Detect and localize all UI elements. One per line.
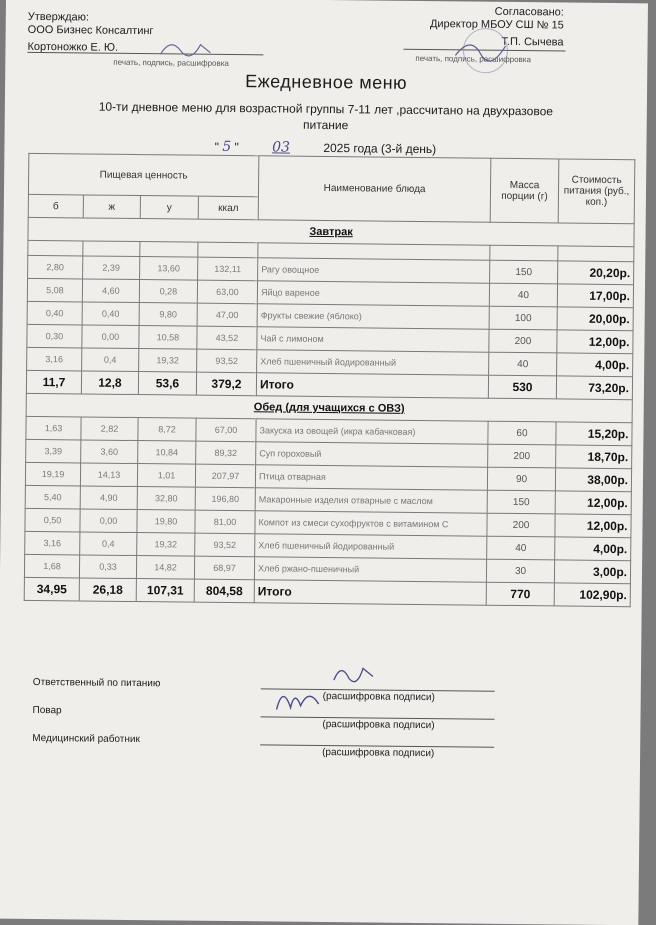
cell-u: 14,82 [136, 556, 194, 580]
signature-role: Ответственный по питанию [32, 676, 161, 690]
agree-label: Согласовано: [494, 5, 564, 19]
cell-u: 19,80 [137, 510, 195, 534]
approve-signature-icon [155, 32, 215, 63]
date-month: 03 [272, 139, 291, 156]
approve-label: Утверждаю: [27, 10, 90, 24]
cell-dish-name: Хлеб пшеничный йодированный [255, 534, 487, 559]
cell-kcal: 47,00 [197, 303, 257, 327]
agree-org: Директор МБОУ СШ № 15 [429, 18, 564, 32]
cell-cost: 38,00р. [555, 468, 631, 492]
cell-b: 34,95 [24, 577, 79, 601]
empty-cell [140, 242, 198, 258]
header-nutrition: Пищевая ценность [28, 153, 258, 196]
cell-dish-name: Итого [254, 580, 486, 605]
header-cost: Стоимость питания (руб., коп.) [558, 159, 635, 224]
cell-u: 10,84 [138, 441, 196, 465]
date-rest: 2025 года (3-й день) [323, 140, 437, 157]
approve-block [27, 11, 153, 55]
signature-scribble-icon [329, 660, 379, 691]
empty-cell [490, 245, 558, 261]
cell-dish-name: Суп гороховый [256, 442, 488, 467]
cell-u: 0,28 [139, 280, 197, 304]
cell-u: 1,01 [137, 464, 195, 488]
cell-zh: 26,18 [79, 578, 136, 602]
cell-zh: 12,8 [81, 371, 138, 395]
cell-b: 2,80 [28, 255, 83, 279]
cell-cost: 4,00р. [557, 353, 633, 377]
cell-b: 19,19 [25, 462, 80, 486]
cell-mass: 90 [487, 467, 555, 491]
cell-zh: 3,60 [81, 440, 138, 464]
cell-mass: 150 [490, 260, 558, 284]
signature-caption: (расшифровка подписи) [322, 746, 435, 760]
cell-mass: 40 [489, 352, 557, 376]
cell-dish-name: Компот из смеси сухофруктов с витамином С [255, 511, 487, 536]
cell-kcal: 93,52 [197, 349, 257, 373]
signature-caption: (расшифровка подписи) [322, 718, 435, 732]
cell-u: 32,80 [137, 487, 195, 511]
header-zh: ж [83, 195, 140, 219]
empty-cell [558, 246, 634, 262]
agree-person: Т.П. Сычева [501, 35, 564, 49]
cell-dish-name: Яйцо вареное [257, 281, 489, 306]
cell-cost: 20,00р. [557, 307, 633, 331]
cell-u: 107,31 [136, 579, 194, 603]
cell-mass: 30 [486, 559, 554, 583]
cell-u: 19,32 [139, 349, 197, 373]
cell-u: 10,58 [139, 326, 197, 350]
cell-dish-name: Хлеб ржано-пшеничный [254, 557, 486, 582]
cell-kcal: 93,52 [195, 533, 255, 557]
cell-b: 11,7 [26, 370, 81, 394]
cell-dish-name: Чай с лимоном [257, 327, 489, 352]
cell-kcal: 67,00 [196, 418, 256, 442]
cell-b: 0,30 [27, 324, 82, 348]
cell-dish-name: Рагу овощное [258, 258, 490, 283]
date-day: 5 [222, 138, 232, 156]
cell-b: 3,16 [27, 347, 82, 371]
cell-cost: 73,20р. [556, 376, 632, 400]
cell-dish-name: Закуска из овощей (икра кабачковая) [256, 419, 488, 444]
cell-u: 53,6 [138, 372, 196, 396]
cell-kcal: 132,11 [198, 257, 258, 281]
cell-b: 0,50 [25, 508, 80, 532]
cell-cost: 102,90р. [554, 583, 630, 607]
cell-mass: 770 [486, 582, 554, 606]
signature-role: Медицинский работник [32, 732, 140, 746]
cell-b: 0,40 [27, 301, 82, 325]
cell-u: 19,32 [137, 533, 195, 557]
cell-zh: 2,82 [81, 417, 138, 441]
cell-dish-name: Хлеб пшеничный йодированный [257, 350, 489, 375]
cell-zh: 4,90 [80, 486, 137, 510]
menu-table [24, 153, 636, 607]
cell-kcal: 196,80 [195, 487, 255, 511]
cell-u: 13,60 [140, 257, 198, 281]
cell-kcal: 63,00 [197, 280, 257, 304]
cell-kcal: 804,58 [194, 579, 254, 603]
cell-mass: 150 [487, 490, 555, 514]
date-open-quote: " [214, 139, 220, 154]
cell-kcal: 43,52 [197, 326, 257, 350]
cell-cost: 17,00р. [557, 284, 633, 308]
cell-cost: 20,20р. [558, 261, 634, 285]
cell-zh: 0,4 [80, 532, 137, 556]
header-u: у [140, 196, 198, 220]
cell-b: 5,08 [27, 278, 82, 302]
cell-zh: 0,40 [82, 302, 139, 326]
cell-cost: 12,00р. [555, 514, 631, 538]
cell-dish-name: Фрукты свежие (яблоко) [257, 304, 489, 329]
approve-person: Кортоножко Е. Ю. [27, 40, 119, 54]
cell-mass: 40 [487, 536, 555, 560]
cell-kcal: 207,97 [195, 464, 255, 488]
page-title: Ежедневное меню [245, 71, 408, 93]
signature-caption: (расшифровка подписи) [322, 690, 435, 704]
signature-role: Повар [32, 704, 62, 717]
cell-b: 3,16 [25, 531, 80, 555]
cell-cost: 18,70р. [556, 445, 632, 469]
cell-mass: 60 [488, 421, 556, 445]
page-subtitle: 10-ти дневное меню для возрастной группы 7-11 лет ,рассчитано на двухразовое питание [98, 99, 554, 133]
header-kcal: ккал [198, 196, 258, 220]
cell-zh: 0,4 [82, 348, 139, 372]
cell-cost: 15,20р. [556, 422, 632, 446]
cell-kcal: 81,00 [195, 510, 255, 534]
empty-cell [198, 242, 258, 258]
empty-cell [83, 241, 140, 257]
cell-dish-name: Макаронные изделия отварные с маслом [255, 488, 487, 513]
cell-zh: 0,00 [82, 325, 139, 349]
cell-kcal: 68,97 [194, 556, 254, 580]
agree-stamp-icon [445, 25, 526, 76]
cell-zh: 2,39 [83, 256, 140, 280]
cell-mass: 200 [487, 513, 555, 537]
approve-org: ООО Бизнес Консалтинг [27, 23, 154, 38]
cell-cost: 12,00р. [555, 491, 631, 515]
header-mass: Масса порции (г) [490, 158, 559, 223]
cook-signature-icon [268, 679, 328, 720]
cell-dish-name: Итого [256, 373, 488, 398]
cell-cost: 12,00р. [557, 330, 633, 354]
agree-caption: печать, подпись, расшифровка [415, 53, 531, 65]
cell-mass: 530 [488, 375, 556, 399]
cell-mass: 200 [488, 444, 556, 468]
date-close-quote: " [234, 140, 239, 155]
cell-zh: 0,33 [79, 555, 136, 579]
cell-zh: 4,60 [82, 279, 139, 303]
empty-cell [28, 240, 83, 256]
cell-cost: 4,00р. [555, 537, 631, 561]
cell-zh: 14,13 [80, 463, 137, 487]
cell-mass: 200 [489, 329, 557, 353]
approve-caption: печать, подпись, расшифровка [113, 57, 229, 68]
header-b: б [28, 194, 83, 218]
cell-b: 5,40 [25, 485, 80, 509]
section-title: Завтрак [28, 217, 634, 246]
cell-dish-name: Птица отварная [255, 465, 487, 490]
cell-kcal: 379,2 [196, 372, 256, 396]
header-dish: Наименование блюда [258, 156, 491, 222]
cell-u: 9,80 [139, 303, 197, 327]
cell-u: 8,72 [138, 418, 196, 442]
cell-cost: 3,00р. [554, 560, 630, 584]
cell-b: 3,39 [26, 439, 81, 463]
cell-mass: 40 [489, 283, 557, 307]
section-title: Обед (для учащихся с ОВЗ) [26, 393, 632, 422]
cell-zh: 0,00 [80, 509, 137, 533]
cell-b: 1,63 [26, 416, 81, 440]
cell-b: 1,68 [24, 554, 79, 578]
cell-mass: 100 [489, 306, 557, 330]
cell-kcal: 89,32 [196, 441, 256, 465]
